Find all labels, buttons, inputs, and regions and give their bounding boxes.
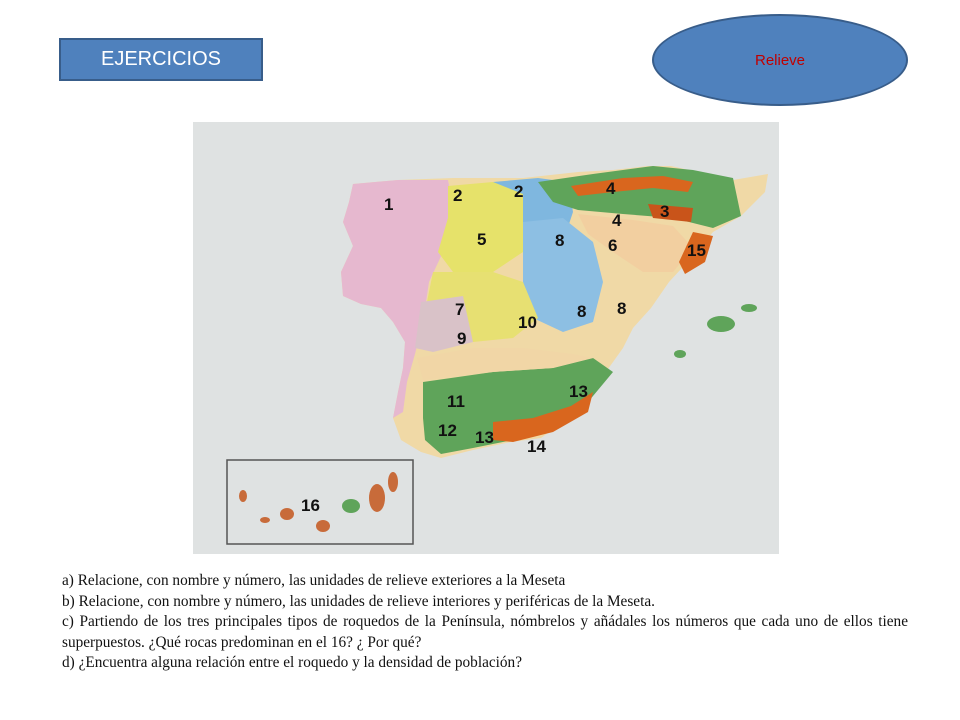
question-c: c) Partiendo de los tres principales tipos de roquedos de la Península, nómbrelos y añádales los números que cada uno de ellos tiene superpuestos. ¿Qué rocas predominan en el 16? ¿ Por qué? [62,613,908,651]
ejercicios-label: EJERCICIOS [100,48,222,70]
map-label: 2 [514,182,524,201]
map-label: 9 [457,329,467,348]
map-label: 8 [555,231,565,250]
map-label: 2 [453,186,463,205]
map-label: 4 [606,179,616,198]
map-label: 6 [608,236,618,255]
map-label: 13 [475,428,494,447]
map-label: 7 [455,300,465,319]
map-label: 12 [438,421,457,440]
map-label: 8 [577,302,587,321]
map-label: 1 [384,195,394,214]
question-d: d) ¿Encuentra alguna relación entre el roquedo y la densidad de población? [62,654,522,671]
map-label: 15 [687,241,706,260]
map-label: 10 [518,313,537,332]
map-label: 14 [527,437,546,456]
map-label: 4 [612,211,622,230]
ejercicios-button[interactable] [59,38,263,81]
exercise-questions [62,571,908,674]
relieve-button[interactable] [652,14,908,106]
map-label: 11 [447,392,465,411]
lithology-map [193,122,779,554]
map-label: 5 [477,230,487,249]
relieve-label: Relieve [754,51,806,69]
map-label: 8 [617,299,627,318]
question-a: a) Relacione, con nombre y número, las unidades de relieve exteriores a la Meseta [62,572,566,589]
map-label: 16 [301,496,320,515]
map-label: 13 [569,382,588,401]
question-b: b) Relacione, con nombre y número, las unidades de relieve interiores y periféricas de la Meseta. [62,592,655,610]
map-label: 3 [660,202,670,221]
